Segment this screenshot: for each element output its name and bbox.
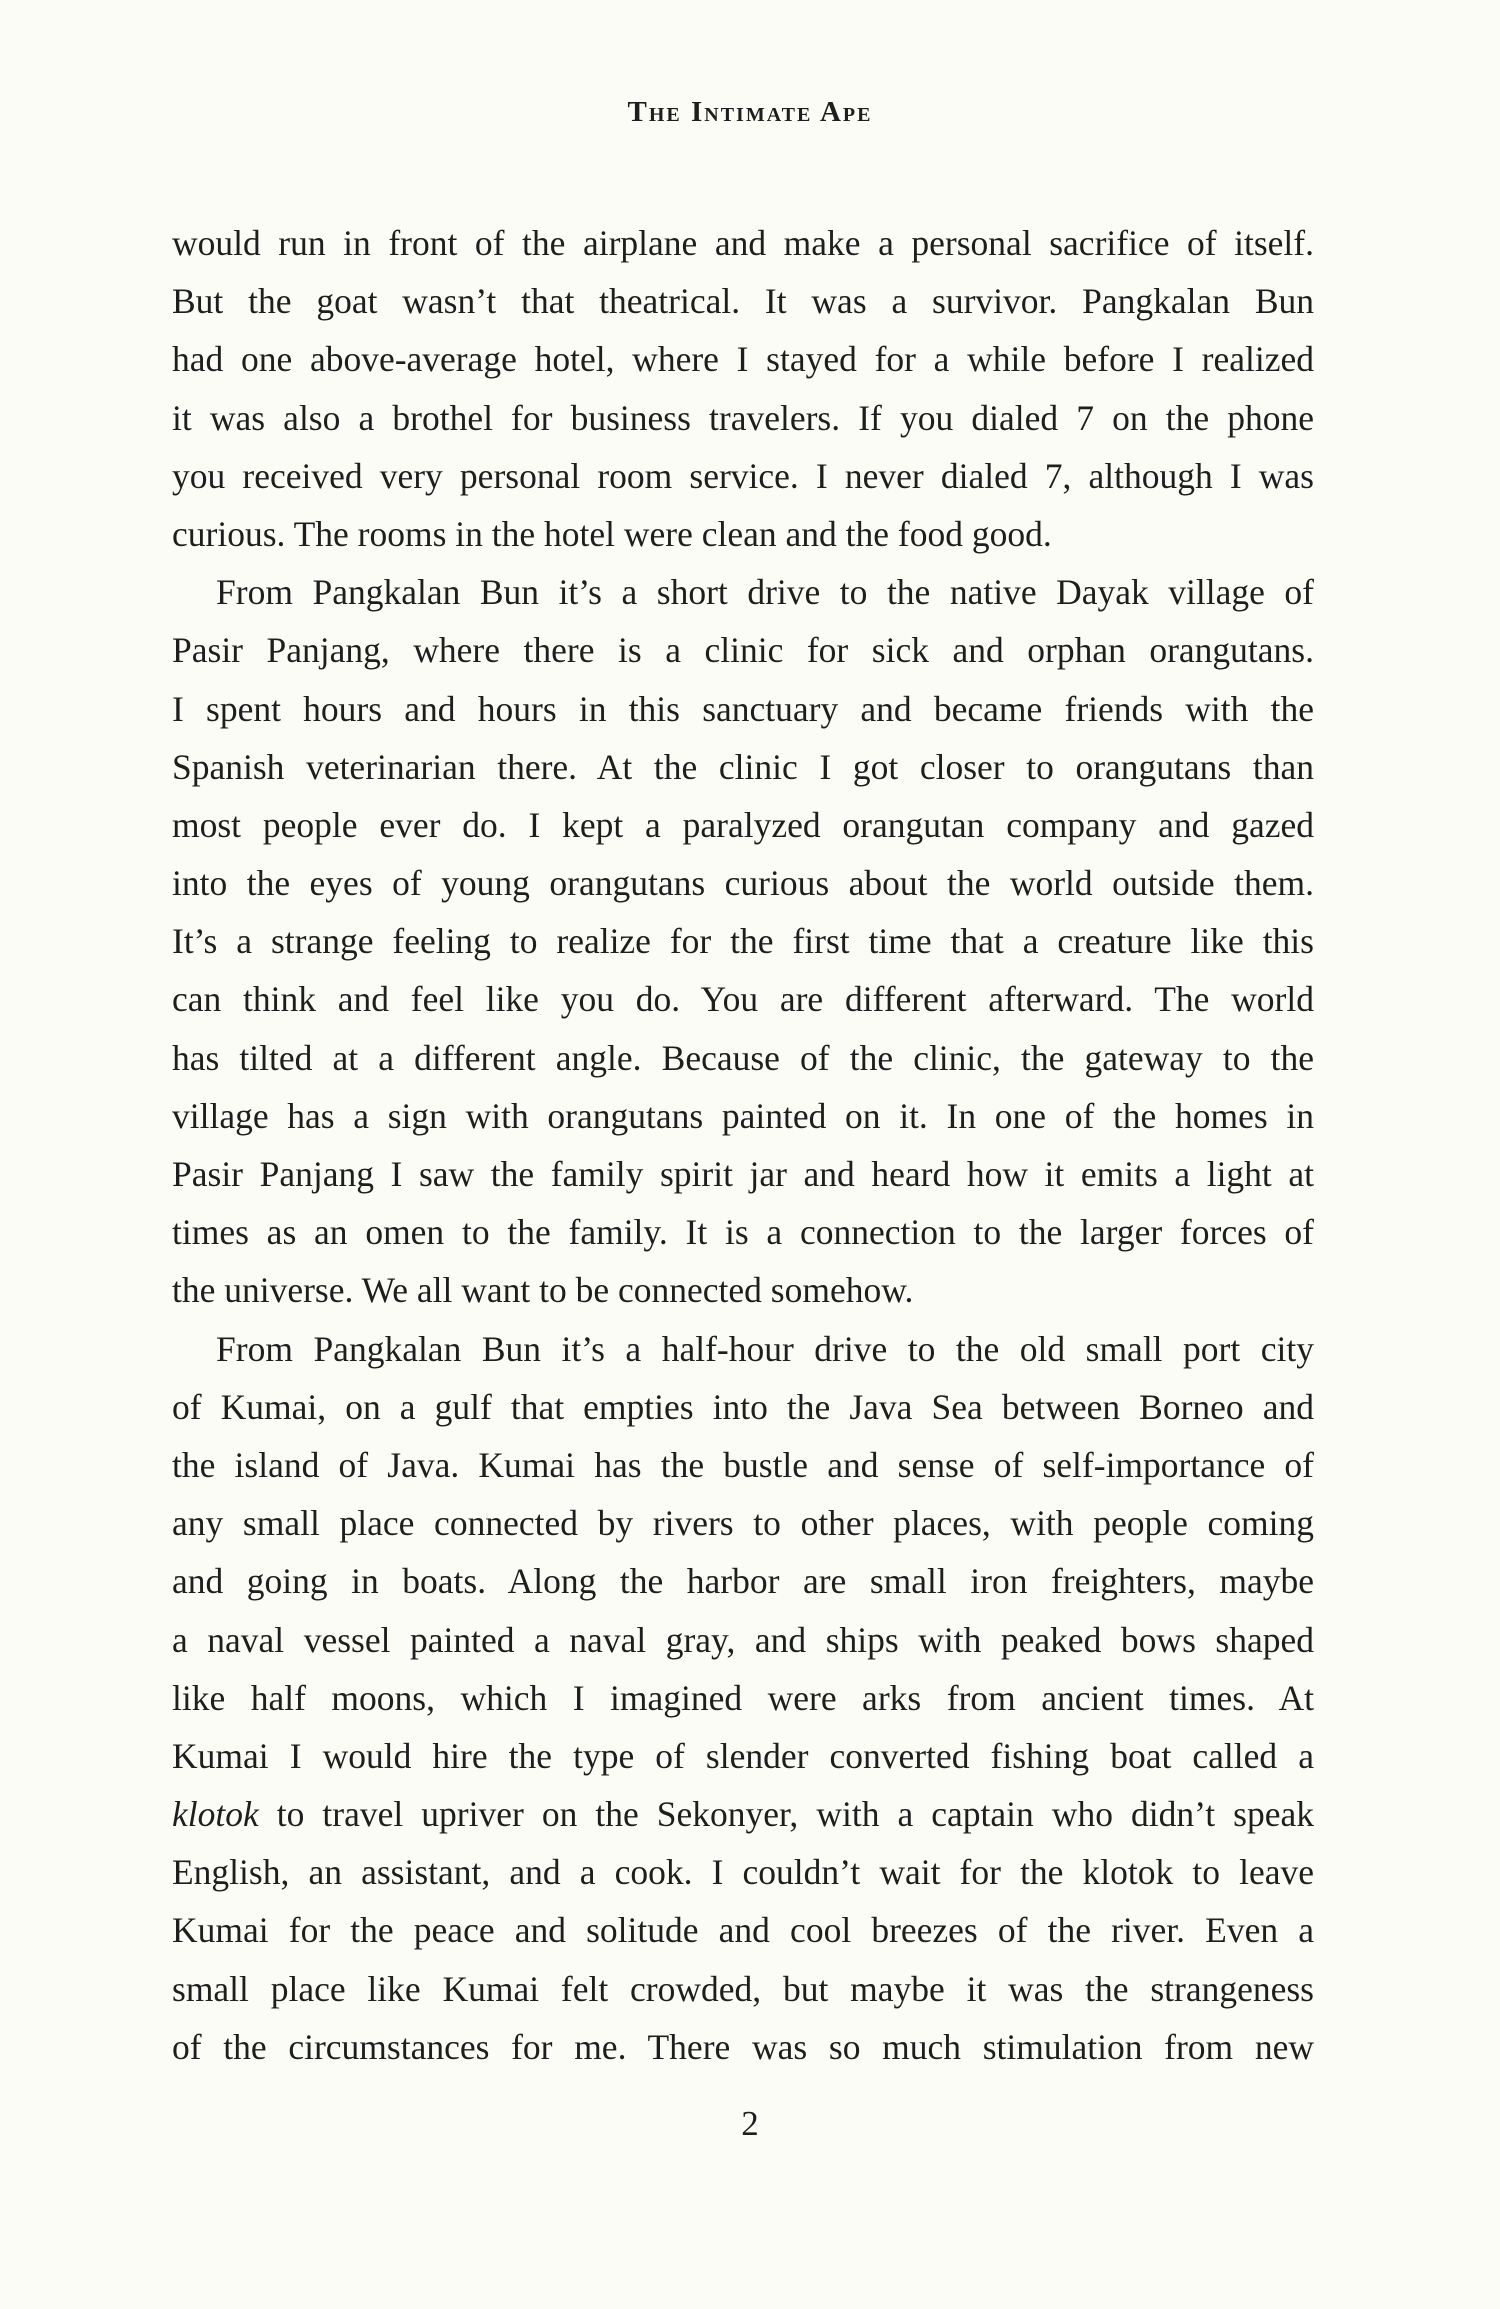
text-line xyxy=(172,970,1314,1028)
line-text: the universe. We all want to be connected somehow. xyxy=(172,1270,914,1311)
line-text: Kumai for the peace and solitude and cool breezes of the river. Even a xyxy=(172,1910,1314,1951)
line-text: From Pangkalan Bun it’s a half-hour drive to the old small port city xyxy=(216,1328,1314,1369)
text-line xyxy=(172,1785,1314,1843)
text-line xyxy=(172,738,1314,796)
text-line xyxy=(172,330,1314,388)
text-line xyxy=(172,1901,1314,1959)
italic-term: klotok xyxy=(172,1794,259,1835)
line-text: has tilted at a different angle. Because of the clinic, the gateway to the xyxy=(172,1037,1314,1078)
line-text: it was also a brothel for business travelers. If you dialed 7 on the phone xyxy=(172,397,1314,438)
text-line xyxy=(172,621,1314,679)
line-text: I spent hours and hours in this sanctuary and became friends with the xyxy=(172,688,1314,729)
text-line xyxy=(172,563,1314,621)
text-line xyxy=(172,1960,1314,2018)
text-line xyxy=(172,1087,1314,1145)
line-text: Spanish veterinarian there. At the clinic I got closer to orangutans than xyxy=(172,746,1314,787)
text-line xyxy=(172,1261,1314,1319)
line-text: you received very personal room service. I never dialed 7, although I was xyxy=(172,455,1314,496)
line-text: It’s a strange feeling to realize for the first time that a creature like this xyxy=(172,921,1314,962)
line-text: Kumai I would hire the type of slender converted fishing boat called a xyxy=(172,1735,1314,1776)
text-line xyxy=(172,389,1314,447)
line-text: had one above-average hotel, where I stayed for a while before I realized xyxy=(172,339,1314,380)
line-text: Pasir Panjang, where there is a clinic for sick and orphan orangutans. xyxy=(172,630,1314,671)
running-header: The Intimate Ape xyxy=(627,96,873,128)
line-text: village has a sign with orangutans painted on it. In one of the homes in xyxy=(172,1095,1314,1136)
line-text: But the goat wasn’t that theatrical. It was a survivor. Pangkalan Bun xyxy=(172,281,1314,322)
line-text: From Pangkalan Bun it’s a short drive to the native Dayak village of xyxy=(216,572,1314,613)
text-line xyxy=(172,1727,1314,1785)
text-line xyxy=(172,1378,1314,1436)
line-text: small place like Kumai felt crowded, but maybe it was the strangeness xyxy=(172,1968,1314,2009)
line-text: like half moons, which I imagined were arks from ancient times. At xyxy=(172,1677,1314,1718)
text-line xyxy=(172,1611,1314,1669)
text-line xyxy=(172,1436,1314,1494)
text-line xyxy=(172,1029,1314,1087)
text-line xyxy=(172,214,1314,272)
line-text: a naval vessel painted a naval gray, and ships with peaked bows shaped xyxy=(172,1619,1314,1660)
text-line xyxy=(172,1203,1314,1261)
text-line xyxy=(172,1320,1314,1378)
text-line xyxy=(172,1145,1314,1203)
text-line xyxy=(172,2018,1314,2076)
text-line xyxy=(172,272,1314,330)
line-text: of the circumstances for me. There was so much stimulation from new xyxy=(172,2026,1314,2067)
line-text: times as an omen to the family. It is a connection to the larger forces of xyxy=(172,1212,1314,1253)
text-line xyxy=(172,854,1314,912)
text-line xyxy=(172,796,1314,854)
text-line xyxy=(172,505,1314,563)
line-text: the island of Java. Kumai has the bustle and sense of self-importance of xyxy=(172,1444,1314,1485)
text-line xyxy=(172,912,1314,970)
line-text: into the eyes of young orangutans curious about the world outside them. xyxy=(172,863,1314,904)
text-line xyxy=(172,1669,1314,1727)
text-line xyxy=(172,680,1314,738)
text-line xyxy=(172,1843,1314,1901)
line-text: Pasir Panjang I saw the family spirit jar and heard how it emits a light at xyxy=(172,1154,1314,1194)
line-text: English, an assistant, and a cook. I couldn’t wait for the klotok to leave xyxy=(172,1852,1314,1893)
line-text: can think and feel like you do. You are different afterward. The world xyxy=(172,979,1314,1020)
line-text: curious. The rooms in the hotel were clean and the food good. xyxy=(172,513,1052,554)
line-text: most people ever do. I kept a paralyzed orangutan company and gazed xyxy=(172,804,1314,845)
body-text xyxy=(172,214,1314,2076)
line-text: of Kumai, on a gulf that empties into the Java Sea between Borneo and xyxy=(172,1386,1314,1427)
text-line xyxy=(172,1552,1314,1610)
text-line xyxy=(172,447,1314,505)
line-text: would run in front of the airplane and make a personal sacrifice of itself. xyxy=(172,223,1314,263)
text-line xyxy=(172,1494,1314,1552)
line-text: to travel upriver on the Sekonyer, with a captain who didn’t speak xyxy=(258,1794,1314,1835)
line-text: and going in boats. Along the harbor are small iron freighters, maybe xyxy=(172,1561,1314,1602)
line-text: any small place connected by rivers to other places, with people coming xyxy=(172,1503,1314,1544)
page-number: 2 xyxy=(741,2104,759,2143)
